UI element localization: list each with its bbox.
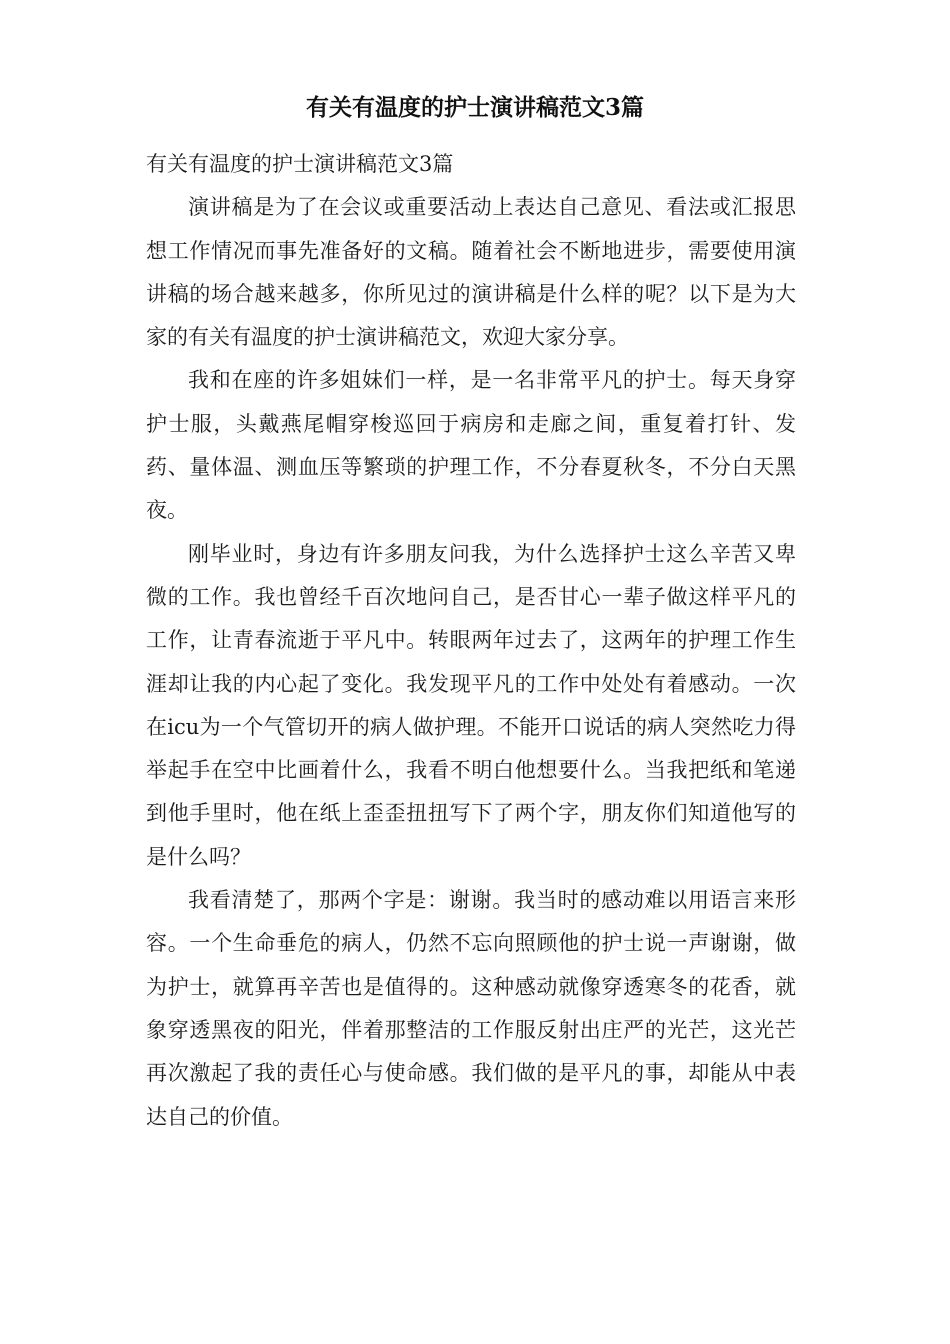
paragraph-thank-you: 我看清楚了，那两个字是：谢谢。我当时的感动难以用语言来形容。一个生命垂危的病人，仍然不忘向照顾他的护士说一声谢谢，做为护士，就算再辛苦也是值得的。这种感动就像穿透寒冬的花香，就象穿透黑夜的阳光，伴着那整洁的工作服反射出庄严的光芒，这光芒再次激起了我的责任心与使命感。我们做的是平凡的事，却能从中表达自己的价值。	[146, 888, 796, 1129]
document-subtitle: 有关有温度的护士演讲稿范文3篇	[146, 152, 454, 176]
paragraph-intro: 演讲稿是为了在会议或重要活动上表达自己意见、看法或汇报思想工作情况而事先准备好的文稿。随着社会不断地进步，需要使用演讲稿的场合越来越多，你所见过的演讲稿是什么样的呢？以下是为大家的有关有温度的护士演讲稿范文，欢迎大家分享。	[146, 195, 796, 350]
document-body	[146, 143, 796, 1139]
paragraph-icu-story: 刚毕业时，身边有许多朋友问我，为什么选择护士这么辛苦又卑微的工作。我也曾经千百次地问自己，是否甘心一辈子做这样平凡的工作，让青春流逝于平凡中。转眼两年过去了，这两年的护理工作生涯却让我的内心起了变化。我发现平凡的工作中处处有着感动。一次在icu为一个气管切开的病人做护理。不能开口说话的病人突然吃力得举起手在空中比画着什么，我看不明白他想要什么。当我把纸和笔递到他手里时，他在纸上歪歪扭扭写下了两个字，朋友你们知道他写的是什么吗？	[146, 541, 796, 869]
document-title: 有关有温度的护士演讲稿范文3篇	[305, 94, 644, 121]
paragraph-nurse-daily-work: 我和在座的许多姐妹们一样，是一名非常平凡的护士。每天身穿护士服，头戴燕尾帽穿梭巡回于病房和走廊之间，重复着打针、发药、量体温、测血压等繁琐的护理工作，不分春夏秋冬，不分白天黑夜。	[146, 368, 796, 523]
